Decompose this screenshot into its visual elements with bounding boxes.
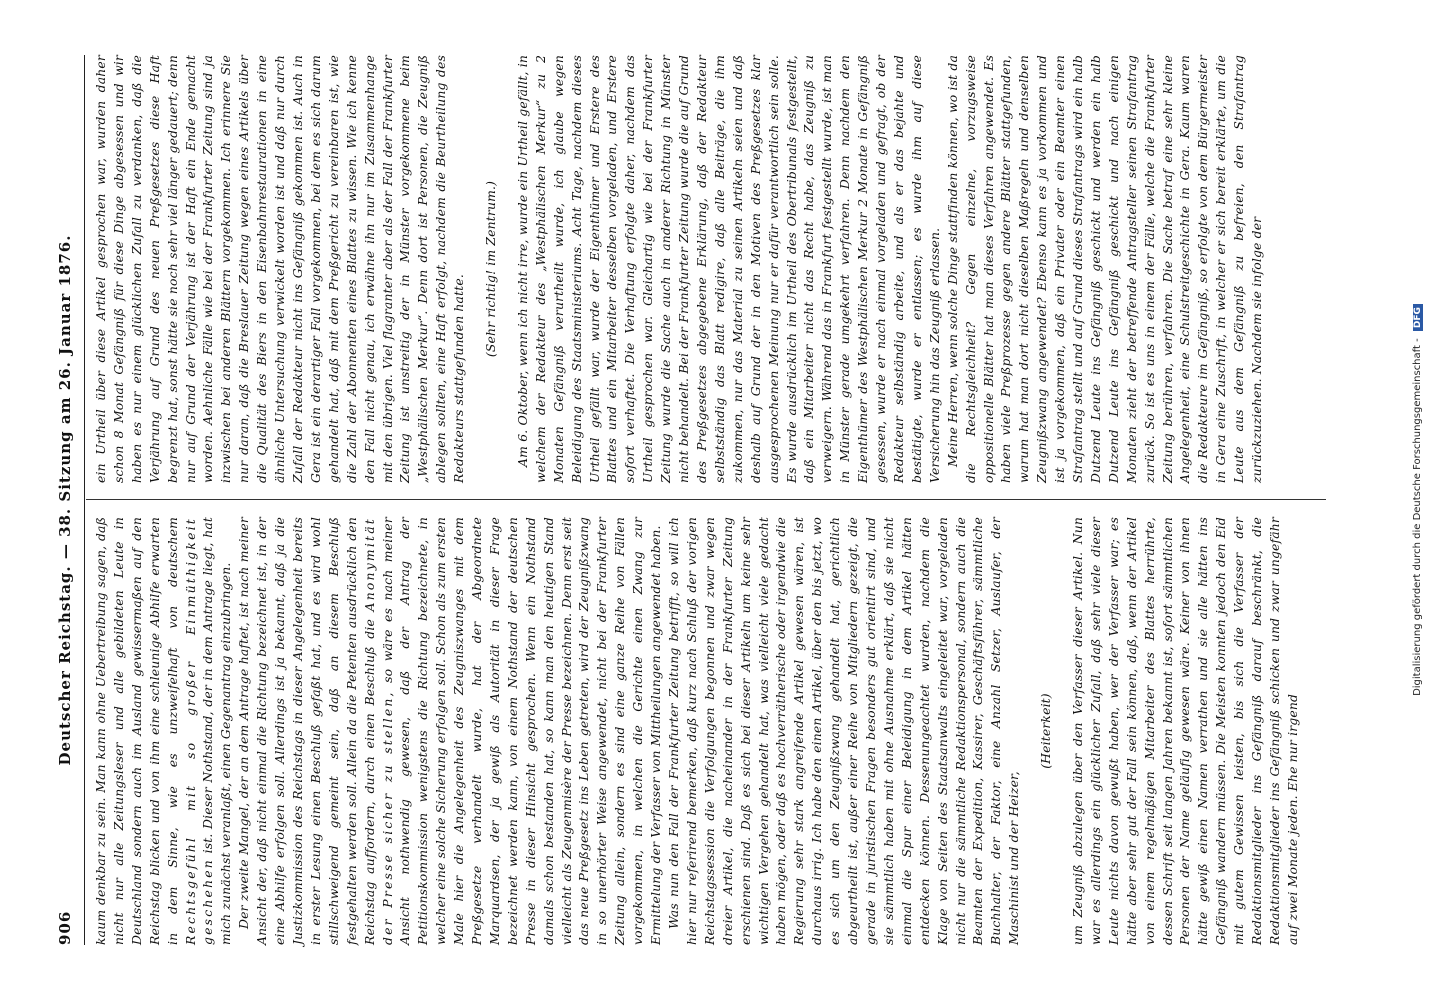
running-title: Deutscher Reichstag. — 38. Sitzung am 26. Januar 1876. — [56, 234, 74, 766]
dfg-logo: DFG — [1413, 304, 1423, 331]
interjection: (Heiterkeit) — [1038, 693, 1054, 769]
column-separator — [86, 499, 1326, 500]
spaced-emphasis: Rechtsgefühl mit so großer Einmüthigkeit geschehen — [182, 517, 216, 945]
paragraph: um Zeugniß abzulegen über den Verfasser dieser Artikel. Nun war es allerdings ein glücklicher Zufall, daß sehr viele dieser Leute nichts davon gewußt haben, wer der Verfasser war; es hätte aber sehr gut der Fall sein können, daß, wenn der Artikel von einem regelmäßigen Mitarbeiter des Blattes herrührte, dessen Schrift seit langen Jahren bekannt ist, sofort sämmtlichen Personen der Name geläufig gewesen wäre. Keiner von ihnen hätte gewiß einen Namen verrathen und sie alle hätten ins Gefängniß wandern müssen. Die Meisten konnten jedoch den Eid mit gutem Gewissen leisten, bis sich die Verfasser der Redaktionsmitglieder ins Gefängniß darauf beschränkt, die Redaktionsmitglieder ins Gefängniß schicken und zwar ungefähr auf zwei Monate jeden. Ehe nur irgend — [1070, 517, 1300, 945]
paragraph — [92, 517, 235, 945]
left-column — [92, 517, 1302, 945]
page-header — [50, 55, 80, 945]
paragraph-text: Der zweite Mangel, der an dem Antrage haftet, ist nach meiner Ansicht der, daß nicht einmal die Richtung bezeichnet ist, in der eine Abhilfe erfolgen soll. Allerdings ist ja bekannt, daß ja die Justizkommission des Reichstags in dieser Angelegenheit bereits in erster Lesung einen Beschluß gefaßt hat, und es wird wohl stillschweigend gemeint sein, daß an diesem Beschluß festgehalten werden soll. Allein da die Petenten ausdrücklich den Reichstag auffordern, durch einen Beschluß die — [236, 517, 377, 945]
paragraph: Was nun den Fall der Frankfurter Zeitung betrifft, so will ich hier nur referirend bemerken, daß kurz nach Schluß der vorigen Reichstagssession die Verfolgungen begonnen und zwar wegen dreier Artikel, die nacheinander in der Frankfurter Zeitung erschienen sind. Daß es sich bei dieser Artikeln um keine sehr wichtigen Vergehen gehandelt hat, was vielleicht viele gedacht haben mögen, oder daß es hochverrätherische oder irgendwie die Regierung sehr stark angreifende Artikel gewesen wären, ist durchaus irrig. Ich habe den einen Artikel, über den bis jetzt, wo es sich um den Zeugnißzwang gehandelt hat, gerichtlich abgeurtheilt ist, außer einer Reihe von Mitgliedern gezeigt, die gerade in juristischen Fragen besonders gut orientirt sind, und sie sämmtlich haben mit ohne Ausnahme erklärt, daß sie nicht einmal die Spur einer Beleidigung in dem Artikel hätten entdecken können. Dessenungeachtet wurden, nachdem die Klage von Seiten des Staatsanwalts eingeleitet war, vorgeladen nicht nur die sämmtliche Redaktionspersonal, sondern auch die Beamten der Expedition, Kassirer, Geschäftsführer, sämmtliche Buchhalter, der Faktor, eine Anzahl Setzer, Auslaufer, der Maschinist und der Heizer, — [666, 517, 1022, 945]
paragraph-text: kaum denkbar zu sein. Man kann ohne Uebertreibung sagen, daß nicht nur alle Zeitungsleser und alle gebildeten Leute in Deutschland sondern auch im Ausland gewissermaßen auf den Reichstag blicken und von ihm eine schleunige Abhilfe erwarten in dem Sinne, wie es unzweifelhaft von deutschem — [93, 517, 180, 945]
paragraph — [235, 517, 665, 945]
right-column — [92, 55, 1266, 483]
paragraph-text: so wäre es nach meiner Ansicht nothwendig gewesen, daß der Antrag der Petitionskommission wenigstens die Richtung bezeichnete, in welcher eine solche Sicherung erfolgen soll. Schon als zum ersten Male hier die Angelegenheit des Zeugniszwanges mit dem Preßgesetze verhandelt wurde, hat der Abgeordnete Marquardsen, der ja gewiß als Autorität in dieser Frage bezeichnet werden kann, von einem Nothstand der deutschen Presse in dieser Hinsicht gesprochen. Wenn ein Nothstand damals schon bestanden hat, so kann man den heutigen Stand vielleicht als Zeugenmisère der Presse bezeichnen. Denn erst seit das neue Preßgesetz ins Leben getreten, wird der Zeugnißzwang in so unerhörter Weise angewendet, nicht bei der Frankfurter Zeitung allein, sondern es sind eine ganze Reihe von Fällen vorgekommen, in welchen die Gerichte einen Zwang zur Ermittelung der Verfasser von Mittheilungen angewendet haben. — [379, 517, 664, 945]
credit-text: Digitalisierung gefördert durch die Deutsche Forschungsgemeinschaft - — [1412, 338, 1423, 696]
spaced-emphasis: Anonymität der Presse sicher zu stellen, — [361, 517, 395, 945]
paragraph: Am 6. Oktober, wenn ich nicht irre, wurde ein Urtheil gefällt, in welchem der Redakteur des „Westphälischen Merkur“ zu 2 Monaten Gefängniß verurtheilt wurde, ich glaube wegen Beleidigung des Staatsministeriums. Acht Tage, nachdem dieses Urtheil gefällt war, wurde der Eigenthümer und Erstere des Blattes und ein Mitarbeiter desselben vorgeladen, und Erstere sofort verhaftet. Die Verhaftung erfolgte daher, nachdem das Urtheil gesprochen war. Gleichartig wie bei der Frankfurter Zeitung wurde die Sache auch in anderer Richtung in Münster nicht behandelt. Bei der Frankfurter Zeitung wurde die auf Grund des Preßgesetzes abgegebene Erklärung, daß der Redakteur selbstständig das Blatt redigire, daß alle Beiträge, die ihm zukommen, nur das Material zu seinen Artikeln seien und daß deshalb auf Grund der in den Motiven des Preßgesetzes klar ausgesprochenen Meinung nur er dafür verantwortlich sein solle. Es wurde ausdrücklich im Urtheil des Obertribunals festgestellt, daß ein Mitarbeiter nicht das Recht habe, das Zeugniß zu verweigern. Während das in Frankfurt festgestellt wurde, ist man in Münster gerade umgekehrt verfahren. Denn nachdem den Eigenthümer des Westphälischen Merkur 2 Monate in Gefängniß gesessen, wurde er nach einmal vorgeladen und gefragt, ob der Redakteur selbständig arbeite, und als er das bejahte und bestätigte, wurde er entlassen; es wurde ihm auf diese Versicherung hin das Zeugniß erlassen. — [514, 55, 942, 483]
paragraph: Meine Herren, wenn solche Dinge stattfinden können, wo ist da die Rechtsgleichheit? Gegen einzelne, vorzugsweise oppositionelle Blätter hat man dieses Verfahren angewendet. Es haben viele Preßprozesse gegen andere Blätter stattgefunden, warum hat man dort nicht dieselben Maßregeln und denselben Zeugnißzwang angewendet? Ebenso kann es ja vorkommen und ist ja vorgekommen, daß ein Privater oder ein Beamter einen Strafantrag stellt und auf Grund dieses Strafantrags wird ein halb Dutzend Leute ins Gefängniß geschickt und werden ein halb Dutzend Leute ins Gefängniß geschickt und nach einigen Monaten zieht der betreffende Antragsteller seinen Strafantrag zurück. So ist es uns in einem der Fälle, welche die Frankfurter Zeitung berühren, verfahren. Die Sache betraf eine sehr kleine Angelegenheit, eine Schulstreitgeschichte in Gera. Kaum waren die Redakteure im Gefängniß, so erfolgte von dem Bürgermeister in Gera eine Zuschrift, in welcher er sich bereit erklärte, um die Leute aus dem Gefängniß zu befreien, den Strafantrag zurückzuziehen. Nachdem sie infolge der — [944, 55, 1265, 483]
interjection: (Sehr richtig! im Zentrum.) — [483, 180, 499, 358]
digitization-credit — [1412, 0, 1428, 1000]
paragraph: ein Urtheil über diese Artikel gesprochen war, wurden daher schon 8 Monat Gefängniß für diese Dinge abgesessen und wir haben es nur einem glücklichen Zufall zu verdanken, daß die Verjährung auf Grund des neuen Preßgesetzes diese Haft begrenzt hat, sonst hätte sie noch sehr viel länger gedauert; denn nur auf Grund der Verjährung ist der Haft ein Ende gemacht worden. Aehnliche Fälle wie bei der Frankfurter Zeitung sind ja inzwischen bei anderen Blättern vorgekommen. Ich erinnere Sie nur daran, daß die Breslauer Zeitung wegen eines Artikels über die Qualität des Biers in den Eisenbahnrestaurationen in eine ähnliche Untersuchung verwickelt worden ist und daß nur durch Zufall der Redakteur nicht ins Gefängniß gekommen ist. Auch in Gera ist ein derartiger Fall vorgekommen, bei dem es sich darum gehandelt hat, daß mit dem Preßgericht zu vereinbaren ist, wie die Zahl der Abonnenten eines Blattes zu wissen. Wie ich kenne den Fall nicht genau, ich erwähne ihn nur im Zusammenhange mit den übrigen. Viel flagranter aber als der Fall der Frankfurter Zeitung ist unstreitig der in Münster vorgekommene beim „Westphälischen Merkur“. Denn dort ist Personen, die Zeugniß ablegen sollten, eine Haft erfolgt, nachdem die Beurtheilung des Redakteurs stattgefunden hatte. — [93, 55, 467, 483]
header-rule — [84, 55, 85, 945]
paragraph-text: ist. Dieser Nothstand, der in dem Antrage liegt, hat mich zunächst veranlaßt, einen Gegenantrag einzubringen. — [200, 517, 234, 945]
page-number: 906 — [56, 910, 74, 945]
